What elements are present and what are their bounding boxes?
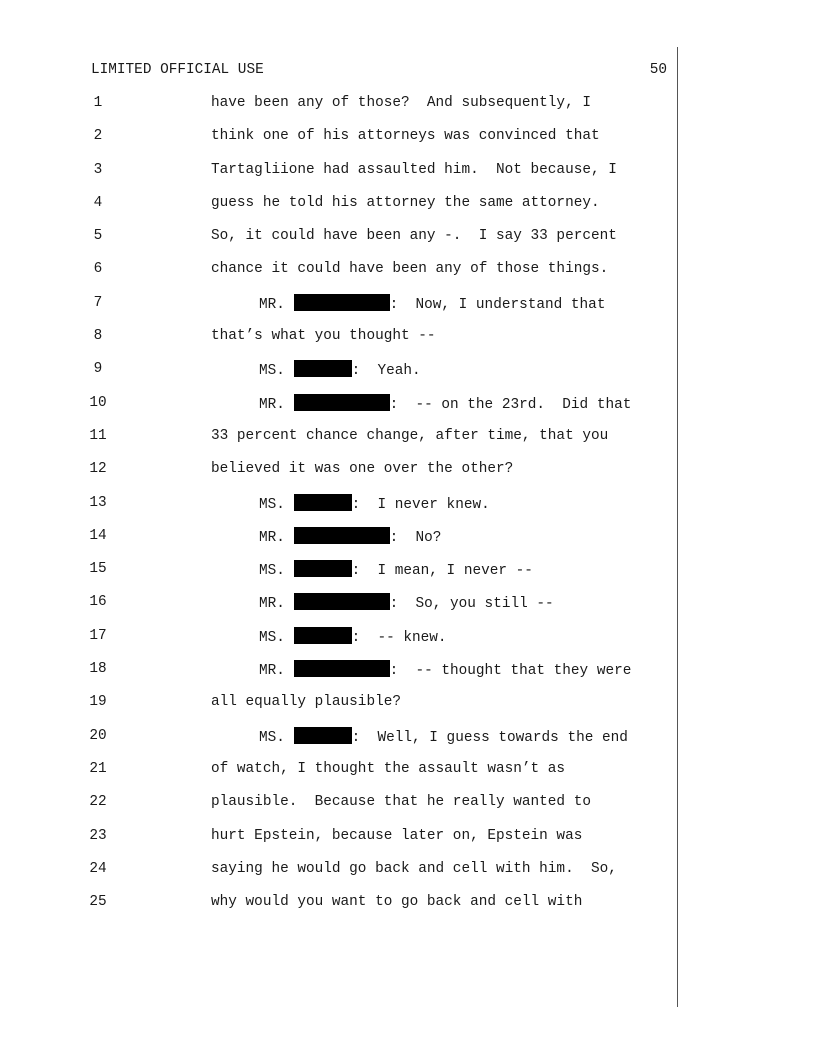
redaction-box xyxy=(294,527,390,544)
transcript-line xyxy=(0,793,680,826)
transcript-line xyxy=(0,494,680,527)
line-text: of watch, I thought the assault wasn’t as xyxy=(211,760,566,777)
line-text: guess he told his attorney the same attorney. xyxy=(211,194,600,211)
speaker-title: MR. xyxy=(259,296,285,313)
redaction-box xyxy=(294,560,352,577)
transcript-line xyxy=(0,294,680,327)
line-text: hurt Epstein, because later on, Epstein was xyxy=(211,827,583,844)
line-text xyxy=(259,494,490,514)
transcript-line xyxy=(0,260,680,293)
spoken-text: : I never knew. xyxy=(351,496,490,513)
line-number: 19 xyxy=(89,694,107,711)
transcript-line xyxy=(0,161,680,194)
redaction-box xyxy=(294,727,352,744)
transcript-line xyxy=(0,127,680,160)
line-text xyxy=(259,360,421,380)
spoken-text: : -- knew. xyxy=(351,629,447,646)
line-number: 1 xyxy=(93,95,103,111)
transcript-line xyxy=(0,760,680,793)
speaker-title: MS. xyxy=(259,363,285,380)
line-text: plausible. Because that he really wanted to xyxy=(211,794,591,811)
line-text: think one of his attorneys was convinced that xyxy=(211,128,600,145)
transcript-line xyxy=(0,627,680,660)
line-number: 23 xyxy=(89,827,107,844)
transcript-line xyxy=(0,560,680,593)
line-number: 22 xyxy=(89,794,107,811)
redaction-box xyxy=(294,494,352,511)
speaker-title: MR. xyxy=(259,529,285,546)
line-text: have been any of those? And subsequently, I xyxy=(211,95,591,111)
speaker-title: MR. xyxy=(259,596,285,613)
transcript-line xyxy=(0,593,680,626)
redaction-box xyxy=(294,660,390,677)
classification-marking: LIMITED OFFICIAL USE xyxy=(91,62,264,78)
line-text: Tartagliione had assaulted him. Not because, I xyxy=(211,161,617,178)
speaker-title: MR. xyxy=(259,396,285,413)
line-number: 24 xyxy=(89,860,107,877)
line-number: 7 xyxy=(93,294,103,311)
line-number: 2 xyxy=(93,128,103,145)
line-number: 12 xyxy=(89,461,107,478)
spoken-text: : Now, I understand that xyxy=(389,296,606,313)
transcript-line xyxy=(0,360,680,393)
line-number: 25 xyxy=(89,894,107,911)
line-text xyxy=(259,660,631,680)
line-text xyxy=(259,560,533,580)
line-text xyxy=(259,527,441,547)
redaction-box xyxy=(294,294,390,311)
line-text: chance it could have been any of those things. xyxy=(211,261,609,278)
transcript-line xyxy=(0,727,680,760)
speaker-title: MS. xyxy=(259,629,285,646)
line-number: 9 xyxy=(93,361,103,378)
redaction-box xyxy=(294,627,352,644)
line-number: 18 xyxy=(89,661,107,678)
speaker-title: MR. xyxy=(259,663,285,680)
speaker-title: MS. xyxy=(259,563,285,580)
line-text xyxy=(259,294,605,314)
line-text: why would you want to go back and cell with xyxy=(211,894,583,911)
transcript-line xyxy=(0,860,680,893)
line-number: 5 xyxy=(93,228,103,245)
transcript-line xyxy=(0,893,680,926)
line-text xyxy=(259,627,447,647)
transcript-line xyxy=(0,227,680,260)
line-text: believed it was one over the other? xyxy=(211,461,514,478)
transcript-line xyxy=(0,527,680,560)
redaction-box xyxy=(294,593,390,610)
line-text xyxy=(259,727,628,747)
speaker-title: MS. xyxy=(259,496,285,513)
speaker-title: MS. xyxy=(259,729,285,746)
line-number: 21 xyxy=(89,760,107,777)
spoken-text: : So, you still -- xyxy=(389,596,554,613)
spoken-text: : I mean, I never -- xyxy=(351,563,533,580)
line-number: 17 xyxy=(89,627,107,644)
line-number: 11 xyxy=(89,427,107,444)
transcript-line xyxy=(0,660,680,693)
transcript-line xyxy=(0,327,680,360)
line-text xyxy=(259,593,554,613)
line-text: that’s what you thought -- xyxy=(211,328,436,345)
transcript-line xyxy=(0,460,680,493)
transcript-line xyxy=(0,94,680,127)
transcript-body xyxy=(0,94,680,926)
line-number: 3 xyxy=(93,161,103,178)
transcript-line xyxy=(0,394,680,427)
spoken-text: : Well, I guess towards the end xyxy=(351,729,628,746)
line-number: 4 xyxy=(93,194,103,211)
transcript-line xyxy=(0,827,680,860)
spoken-text: : -- thought that they were xyxy=(389,663,632,680)
transcript-line xyxy=(0,693,680,726)
line-number: 15 xyxy=(89,561,107,578)
line-number: 13 xyxy=(89,494,107,511)
line-number: 16 xyxy=(89,594,107,611)
spoken-text: : -- on the 23rd. Did that xyxy=(389,396,632,413)
redaction-box xyxy=(294,360,352,377)
line-number: 8 xyxy=(93,328,103,345)
spoken-text: : No? xyxy=(389,529,442,546)
line-text: saying he would go back and cell with him. So, xyxy=(211,860,617,877)
line-number: 20 xyxy=(89,727,107,744)
transcript-line xyxy=(0,427,680,460)
line-text: So, it could have been any -. I say 33 percent xyxy=(211,228,617,245)
page-number: 50 xyxy=(649,62,667,78)
line-number: 14 xyxy=(89,527,107,544)
spoken-text: : Yeah. xyxy=(351,363,421,380)
line-text: 33 percent chance change, after time, that you xyxy=(211,427,609,444)
line-number: 10 xyxy=(89,394,107,411)
line-number: 6 xyxy=(93,261,103,278)
line-text xyxy=(259,394,631,414)
redaction-box xyxy=(294,394,390,411)
line-text: all equally plausible? xyxy=(211,694,401,711)
transcript-line xyxy=(0,194,680,227)
